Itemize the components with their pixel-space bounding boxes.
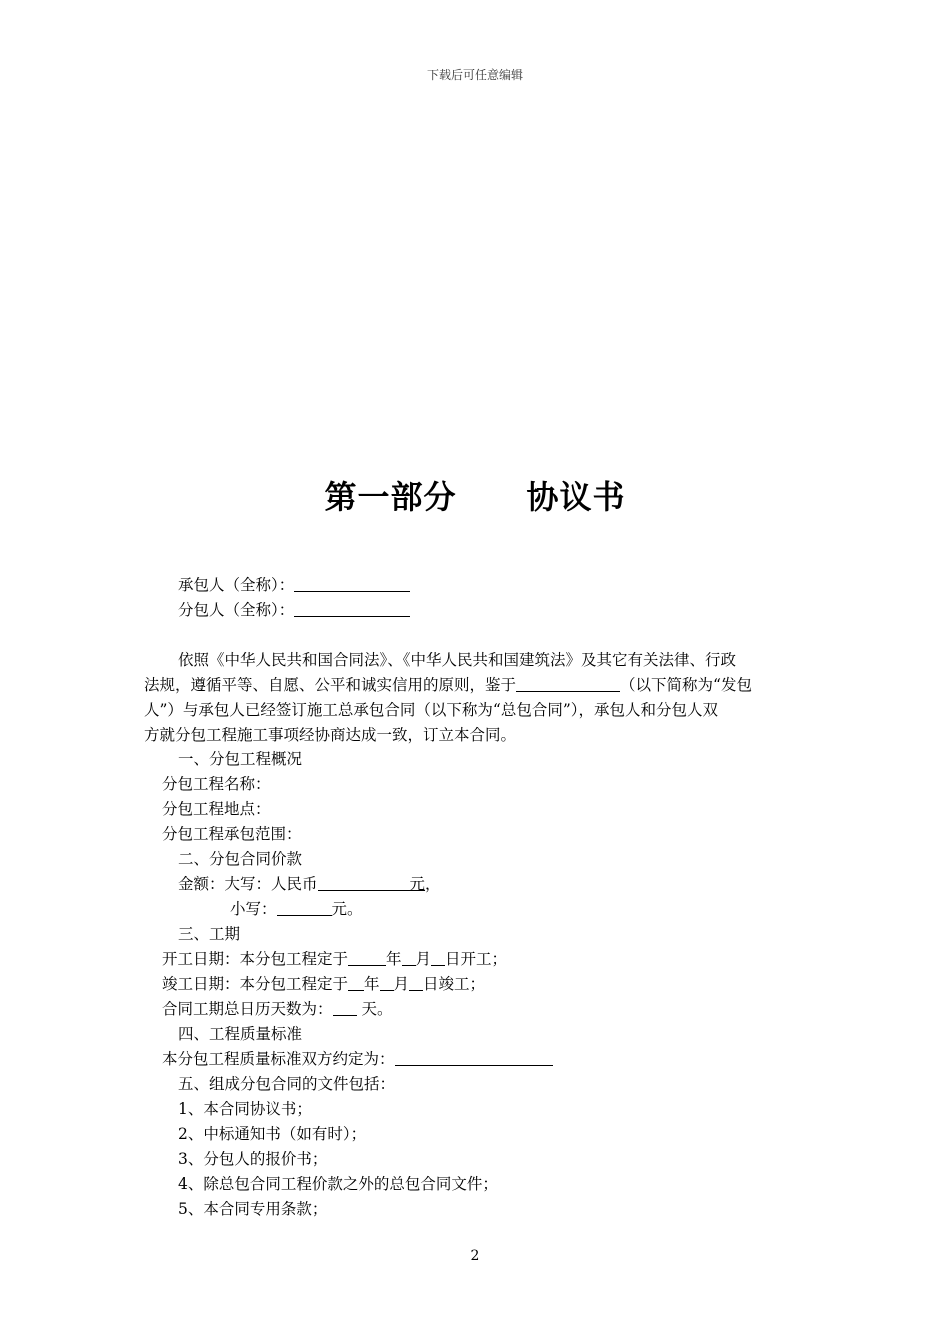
quality-standard-line: 本分包工程质量标准双方约定为：	[162, 1047, 553, 1071]
header-note: 下载后可任意编辑	[426, 68, 523, 82]
list-item: 1、本合同协议书；	[178, 1100, 312, 1118]
small-amount-line: 小写： 元。	[230, 900, 363, 918]
amount-line: 金额：大写：人民币 元，	[178, 875, 441, 893]
subproject-scope: 分包工程承包范围：	[162, 825, 302, 843]
section1-heading: 一、分包工程概况	[178, 750, 303, 768]
title-name: 协议书	[526, 478, 626, 516]
page-number: 2	[470, 1248, 480, 1264]
start-date-line: 开工日期：本分包工程定于 年 月 日开工；	[162, 950, 508, 968]
list-item: 4、除总包合同工程价款之外的总包合同文件；	[178, 1175, 498, 1193]
subproject-name: 分包工程名称：	[162, 775, 271, 793]
section3-heading: 三、工期	[178, 925, 241, 943]
intro-paragraph: 依照《中华人民共和国合同法》、《中华人民共和国建筑法》及其它有关法律、行政 法规，遵循平等、自愿、公平和诚实信用的原则，鉴于 （以下简称为“发包 人”）与承包人已经签订施工总承包合同（以下称为“总包合同”），承包人和分包人双 方就分包工程施工事项经协商达成一致，订立本合同。	[144, 651, 752, 744]
list-item: 3、分包人的报价书；	[178, 1150, 328, 1168]
subproject-location: 分包工程地点：	[162, 800, 271, 818]
title-part: 第一部分	[324, 478, 457, 516]
list-item: 5、本合同专用条款；	[178, 1200, 328, 1218]
contractor-line: 承包人（全称）：	[178, 573, 410, 597]
subcontractor-line: 分包人（全称）：	[178, 598, 410, 622]
amount-blank	[318, 876, 410, 891]
end-date-line: 竣工日期：本分包工程定于 年 月 日竣工；	[162, 975, 486, 993]
subcontractor-blank	[294, 602, 410, 617]
small-amount-blank	[277, 901, 332, 916]
section5-heading: 五、组成分包合同的文件包括：	[178, 1075, 396, 1093]
list-item: 2、中标通知书（如有时）；	[178, 1125, 367, 1143]
total-days-line: 合同工期总日历天数为： 天。	[162, 1000, 393, 1018]
employer-blank	[516, 677, 620, 692]
section2-heading: 二、分包合同价款	[178, 850, 303, 868]
page-title	[0, 472, 950, 518]
quality-blank	[395, 1051, 553, 1066]
section4-heading: 四、工程质量标准	[178, 1025, 303, 1043]
contractor-blank	[294, 577, 410, 592]
